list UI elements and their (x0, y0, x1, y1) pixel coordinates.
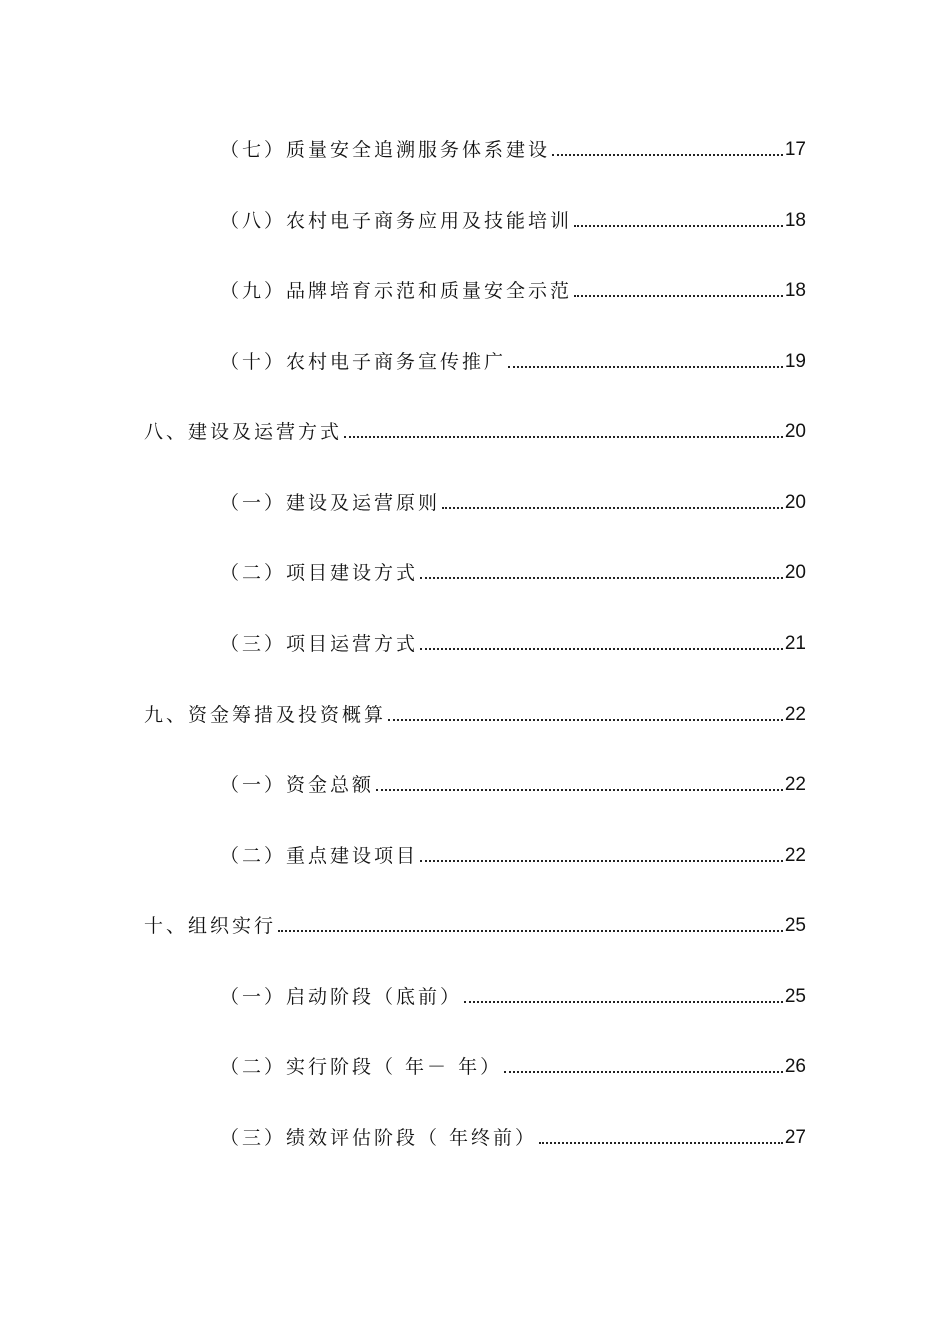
toc-entry-page: 25 (784, 986, 806, 1007)
toc-entry-page: 22 (784, 704, 806, 725)
toc-leader-dots (539, 1142, 783, 1144)
toc-leader-dots (508, 366, 783, 368)
toc-entry-page: 17 (784, 139, 806, 160)
toc-entry-title: （三）项目运营方式 (220, 633, 419, 655)
toc-entry-title: （二）实行阶段（ 年－ 年） (220, 1056, 503, 1078)
toc-leader-dots (420, 648, 783, 650)
toc-entry[interactable] (220, 485, 806, 515)
toc-leader-dots (464, 1001, 783, 1003)
toc-entry[interactable] (220, 344, 806, 374)
toc-entry-title: 八、建设及运营方式 (144, 421, 343, 443)
toc-entry-title: （八）农村电子商务应用及技能培训 (220, 210, 573, 232)
toc-entry[interactable] (220, 1120, 806, 1150)
toc-entry-page: 18 (784, 210, 806, 231)
toc-entry[interactable] (144, 697, 806, 727)
toc-entry-title: （十）农村电子商务宣传推广 (220, 351, 507, 373)
toc-leader-dots (388, 719, 783, 721)
toc-entry-page: 26 (784, 1056, 806, 1077)
toc-entry-page: 21 (784, 633, 806, 654)
toc-entry-title: 九、资金筹措及投资概算 (144, 704, 387, 726)
toc-entry-page: 18 (784, 280, 806, 301)
toc-entry-title: （一）资金总额 (220, 774, 375, 796)
toc-entry-page: 27 (784, 1127, 806, 1148)
toc-entry-title: （二）重点建设项目 (220, 845, 419, 867)
toc-entry-page: 20 (784, 421, 806, 442)
toc-leader-dots (420, 860, 783, 862)
toc-entry-title: （一）建设及运营原则 (220, 492, 441, 514)
toc-entry-title: （九）品牌培育示范和质量安全示范 (220, 280, 573, 302)
toc-leader-dots (376, 789, 783, 791)
toc-entry-title: （二）项目建设方式 (220, 562, 419, 584)
toc-entry-page: 22 (784, 774, 806, 795)
toc-entry[interactable] (220, 1049, 806, 1079)
toc-entry[interactable] (220, 626, 806, 656)
toc-entry-page: 25 (784, 915, 806, 936)
toc-entry[interactable] (220, 132, 806, 162)
toc-entry[interactable] (220, 979, 806, 1009)
toc-entry-title: （七）质量安全追溯服务体系建设 (220, 139, 551, 161)
toc-entry-title: （一）启动阶段（底前） (220, 986, 463, 1008)
toc-entry-page: 19 (784, 351, 806, 372)
toc-leader-dots (278, 930, 783, 932)
toc-entry[interactable] (144, 908, 806, 938)
toc-entry-page: 20 (784, 562, 806, 583)
toc-entry[interactable] (220, 767, 806, 797)
toc-entry[interactable] (220, 838, 806, 868)
toc-entry[interactable] (144, 414, 806, 444)
toc-entry[interactable] (220, 203, 806, 233)
toc-leader-dots (552, 154, 783, 156)
toc-leader-dots (420, 577, 783, 579)
toc-entry[interactable] (220, 555, 806, 585)
toc-leader-dots (442, 507, 783, 509)
toc-leader-dots (504, 1071, 783, 1073)
toc-entry-title: 十、组织实行 (144, 915, 277, 937)
toc-leader-dots (344, 436, 783, 438)
toc-entry[interactable] (220, 273, 806, 303)
toc-entry-title: （三）绩效评估阶段（ 年终前） (220, 1127, 538, 1149)
toc-leader-dots (574, 295, 783, 297)
toc-entry-page: 20 (784, 492, 806, 513)
toc-entry-page: 22 (784, 845, 806, 866)
toc-leader-dots (574, 225, 783, 227)
